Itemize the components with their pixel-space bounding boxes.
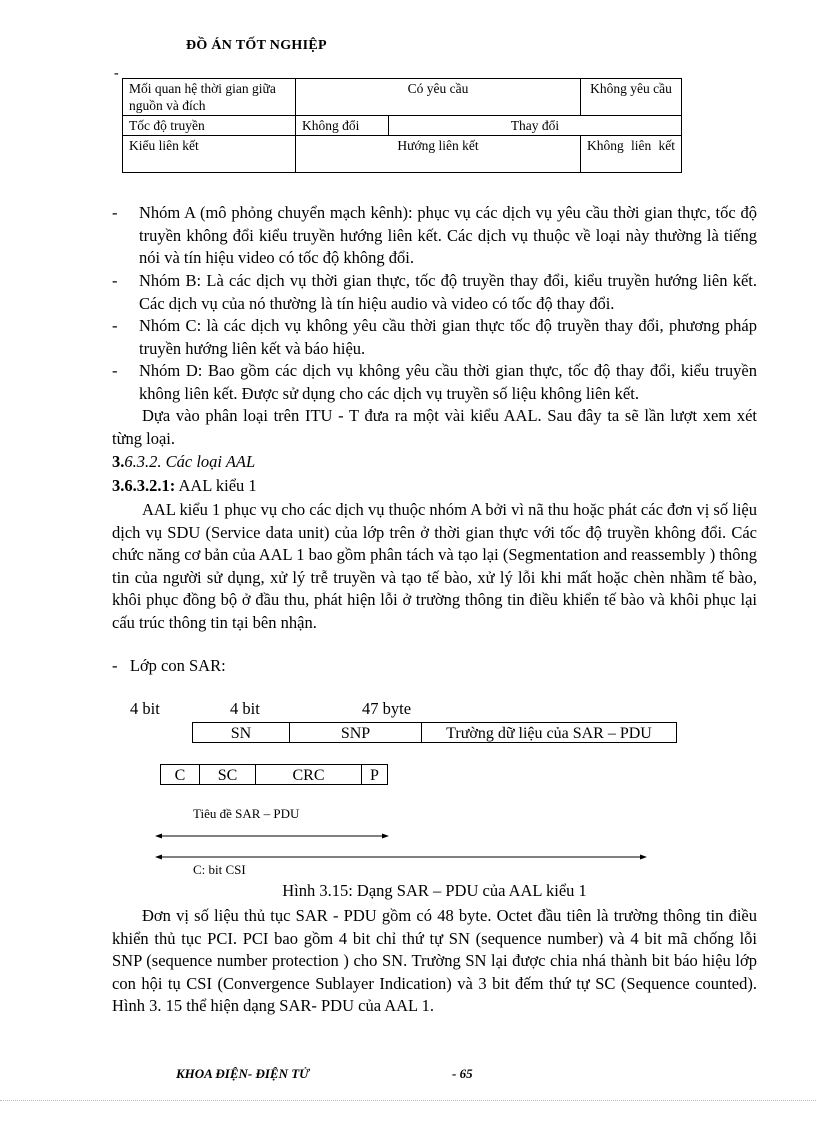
header-label: Tiêu đề SAR – PDU: [193, 806, 300, 821]
sn-field-box: [160, 764, 388, 785]
arrowhead-right: [382, 834, 389, 839]
field-sc: SC: [199, 765, 255, 784]
bullet-item: - Nhóm C: là các dịch vụ không yêu cầu thời gian thực tốc độ truyền thay đổi, phương pháp truyền hướng liên kết và báo hiệu.: [112, 315, 757, 360]
bullet-item: - Nhóm A (mô phỏng chuyển mạch kênh): phục vụ các dịch vụ yêu cầu thời gian thực, tốc độ truyền không đổi kiểu truyền hướng liên kết. Các dịch vụ thuộc về loại này thường là tiếng nói và tín hiệu video có tốc độ không đổi.: [112, 202, 757, 270]
page-number: - 65: [452, 1066, 473, 1081]
dash-mark: -: [114, 66, 119, 81]
arrowhead-left: [155, 834, 162, 839]
label-4bit: 4 bit: [130, 699, 160, 718]
subsection-heading: [112, 476, 257, 496]
field-c: C: [174, 767, 186, 784]
table-cell: Kiểu liên kết: [123, 136, 296, 173]
bullet-text: Nhóm B: Là các dịch vụ thời gian thực, tốc độ truyền thay đổi, kiểu truyền hướng liên kết. Các dịch vụ của nó thường là tín hiệu audio và video có tốc độ thay đổi.: [139, 271, 757, 313]
bullet-text: Nhóm C: là các dịch vụ không yêu cầu thời gian thực tốc độ truyền thay đổi, phương pháp truyền hướng liên kết và báo hiệu.: [139, 316, 757, 358]
table-cell: Có yêu cầu: [296, 79, 581, 116]
label-47byte: 47 byte: [362, 699, 412, 718]
table-cell: Không đổi: [296, 116, 389, 136]
paragraph: Dựa vào phân loại trên ITU - T đưa ra một vài kiểu AAL. Sau đây ta sẽ lần lượt xem xét từng loại.: [112, 406, 757, 448]
page-header: ĐỒ ÁN TỐT NGHIỆP: [186, 38, 327, 53]
section-heading: [112, 452, 255, 472]
heading-text: 6.3.2. Các loại AAL: [124, 452, 256, 471]
heading-number: 3.: [112, 452, 125, 471]
qos-table: [122, 78, 682, 173]
paragraph: Đơn vị số liệu thủ tục SAR - PDU gồm có 48 byte. Octet đầu tiên là trường thông tin điều khiển thủ tục PCI. PCI bao gồm 4 bit chỉ thứ tự SN (sequence number) và 4 bit mã chống lỗi SNP (sequence number protection ) cho SN. Trường SN lại được chia nhá thành bit báo hiệu lớp con hội tụ CSI (Convergence Sublayer Indication) và 3 bit đếm thứ tự SC (Sequence counted). Hình 3. 15 thể hiện dạng SAR- PDU của AAL 1.: [112, 906, 757, 1015]
table-cell: Hướng liên kết: [296, 136, 581, 173]
field-p: P: [361, 765, 387, 784]
heading-text: AAL kiểu 1: [175, 476, 257, 495]
heading-number: 3.6.3.2.1:: [112, 476, 176, 495]
footer-department: KHOA ĐIỆN- ĐIỆN TỬ: [176, 1066, 310, 1081]
arrowhead-left: [155, 855, 162, 860]
table-row: [123, 79, 682, 116]
bullet-item: - Nhóm D: Bao gồm các dịch vụ không yêu cầu thời gian thực, tốc độ thay đổi, kiểu truyền không liên kết. Được sử dụng cho các dịch vụ truyền số liệu không liên kết.: [112, 360, 757, 405]
table-cell: Không liên kết: [581, 136, 682, 173]
field-sar-payload: Trường dữ liệu của SAR – PDU: [421, 723, 676, 742]
csi-label: C: bit CSI: [193, 862, 246, 877]
field-sn: SN: [230, 725, 252, 742]
label-4bit: 4 bit: [230, 699, 260, 718]
footer-divider: [0, 1100, 816, 1101]
arrowhead-right: [640, 855, 647, 860]
table-cell: Mối quan hệ thời gian giữa nguồn và đích: [123, 79, 296, 116]
bullet-text: Nhóm A (mô phỏng chuyển mạch kênh): phục vụ các dịch vụ yêu cầu thời gian thực, tốc độ truyền không đổi kiểu truyền hướng liên kết. Các dịch vụ thuộc về loại này thường là tiếng nói và tín hiệu video có tốc độ không đổi.: [139, 203, 757, 267]
field-snp: SNP: [289, 723, 421, 742]
field-crc: CRC: [255, 765, 361, 784]
table-cell: Không yêu cầu: [581, 79, 682, 116]
sar-sublayer-line: - Lớp con SAR:: [112, 656, 226, 675]
sar-pdu-box: [192, 722, 677, 743]
table-row: [123, 116, 682, 136]
table-cell: Thay đổi: [389, 116, 682, 136]
bullet-text: Nhóm D: Bao gồm các dịch vụ không yêu cầu thời gian thực, tốc độ thay đổi, kiểu truyền không liên kết. Được sử dụng cho các dịch vụ truyền số liệu không liên kết.: [139, 361, 757, 403]
table-row: [123, 136, 682, 173]
table-cell: Tốc độ truyền: [123, 116, 296, 136]
bullet-item: - Nhóm B: Là các dịch vụ thời gian thực, tốc độ truyền thay đổi, kiểu truyền hướng liên kết. Các dịch vụ của nó thường là tín hiệu audio và video có tốc độ thay đổi.: [112, 270, 757, 315]
figure-caption: Hình 3.15: Dạng SAR – PDU của AAL kiểu 1: [282, 881, 587, 900]
paragraph: AAL kiểu 1 phục vụ cho các dịch vụ thuộc nhóm A bởi vì nã thu hoặc phát các đơn vị số liệu dịch vụ SDU (Service data unit) của lớp trên ở thời gian thực với tốc độ truyền không đổi. Các chức năng cơ bản của AAL 1 bao gồm phân tách và tạo lại (Segmentation and reassembly ) thông tin của người sử dụng, xử lý trễ truyền và tạo tế bào, xử lý lỗi khi mất hoặc chèn nhầm tế bào, khôi phục đồng bộ ở đầu thu, phát hiện lỗi ở trường thông tin điều khiển tế bào và khôi phục lại cấu trúc thông tin tại bên nhận.: [112, 500, 757, 632]
